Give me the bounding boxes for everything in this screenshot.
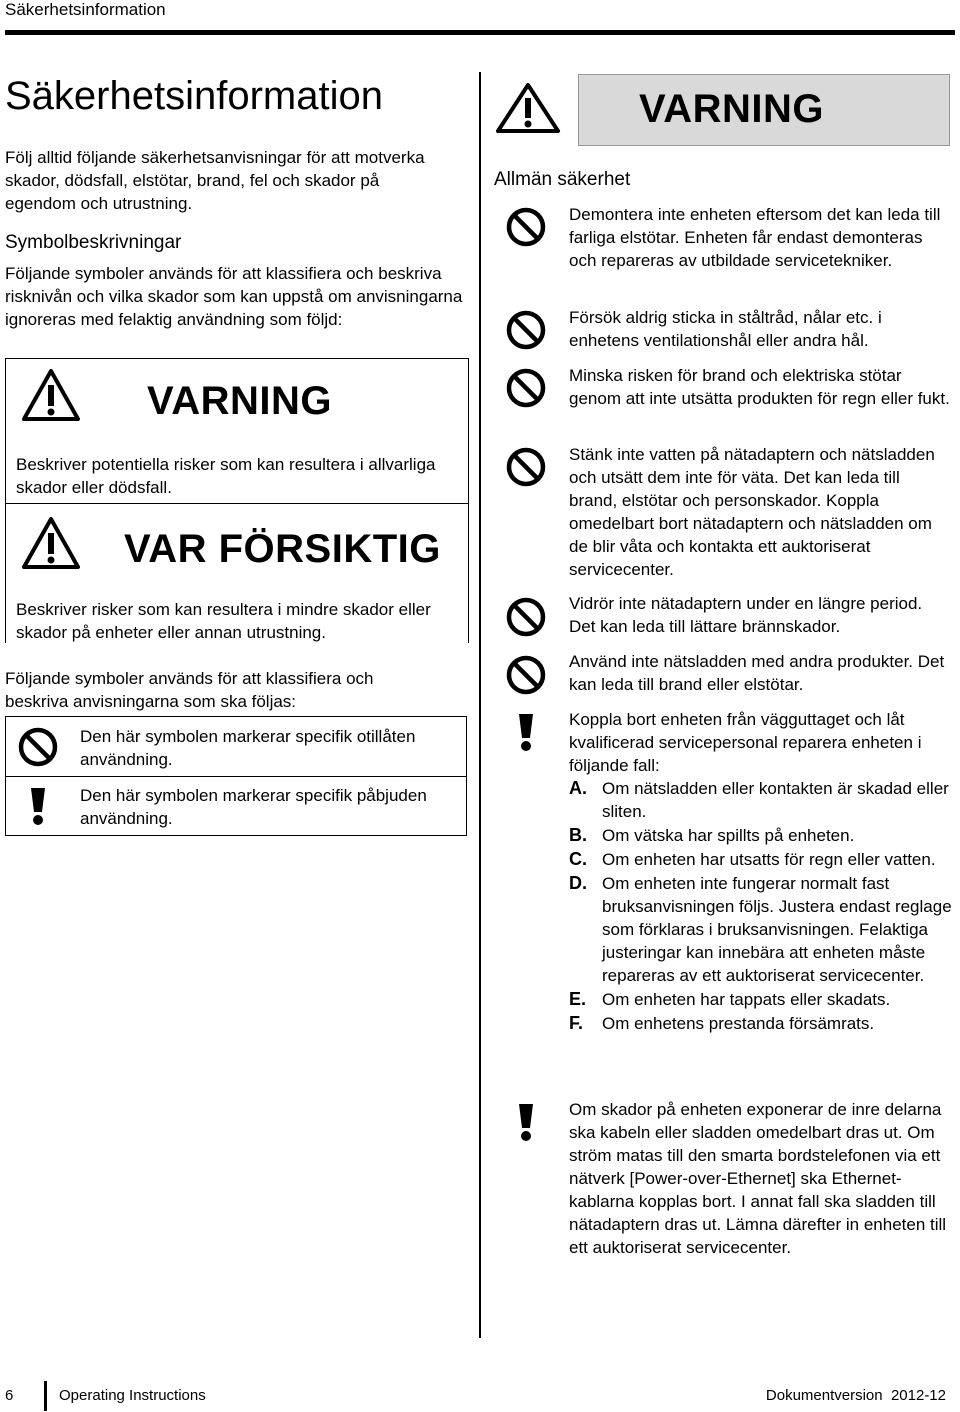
document-title: Operating Instructions bbox=[59, 1387, 206, 1404]
symbol-table bbox=[5, 716, 467, 836]
running-header: Säkerhetsinformation bbox=[5, 0, 166, 19]
service-case bbox=[569, 1012, 952, 1035]
prohibited-icon bbox=[505, 309, 547, 351]
case-letter: B. bbox=[569, 825, 587, 845]
caution-definition-box bbox=[5, 503, 469, 643]
case-letter: E. bbox=[569, 989, 587, 1009]
symbols-intro: Följande symboler används för att klassifiera och beskriva risknivån och vilka skador som kan uppstå om anvisningarna ignoreras med felaktig användning som följd: bbox=[5, 264, 463, 329]
caution-triangle-icon bbox=[20, 515, 82, 571]
symbols-heading: Symbolbeskrivningar bbox=[5, 232, 182, 253]
mandatory-description: Den här symbolen markerar specifik påbjuden användning. bbox=[80, 786, 427, 828]
header-rule bbox=[5, 30, 955, 35]
case-text: Om enheten har utsatts för regn eller vatten. bbox=[602, 850, 936, 869]
safety-item: Stänk inte vatten på nätadaptern och nätsladden och utsätt dem inte för väta. Det kan leda till brand, elstötar och personskador. Koppla omedelbart bort nätadaptern och nätsladden om de blir våta och kontakta ett auktoriserat servicecenter. bbox=[569, 445, 935, 579]
service-case bbox=[569, 777, 952, 823]
case-text: Om enhetens prestanda försämrats. bbox=[602, 1014, 875, 1033]
prohibited-icon bbox=[505, 206, 547, 248]
safety-item: Vidrör inte nätadaptern under en längre period. Det kan leda till lättare brännskador. bbox=[569, 594, 923, 636]
safety-item: Använd inte nätsladden med andra produkter. Det kan leda till brand eller elstötar. bbox=[569, 652, 945, 694]
warning-triangle-icon bbox=[494, 82, 562, 134]
prohibited-icon bbox=[17, 726, 59, 768]
page-number: 6 bbox=[5, 1387, 14, 1404]
safety-item bbox=[569, 708, 952, 1035]
prohibited-icon bbox=[505, 654, 547, 696]
instructions-intro: Följande symboler används för att klassifiera och beskriva anvisningarna som ska följas: bbox=[5, 669, 374, 711]
symbol-row-mandatory bbox=[6, 777, 466, 835]
general-safety-heading: Allmän säkerhet bbox=[494, 169, 631, 190]
caution-label: VAR FÖRSIKTIG bbox=[124, 527, 441, 571]
warning-definition-box bbox=[5, 358, 469, 504]
column-divider bbox=[479, 72, 481, 1338]
prohibited-icon bbox=[505, 446, 547, 488]
service-case bbox=[569, 872, 952, 987]
service-case bbox=[569, 848, 952, 871]
page-title: Säkerhetsinformation bbox=[5, 74, 383, 118]
case-letter: F. bbox=[569, 1013, 584, 1033]
service-cases-list bbox=[569, 777, 952, 1035]
case-letter: A. bbox=[569, 778, 587, 798]
symbol-row-prohibited bbox=[6, 717, 466, 777]
case-text: Om nätsladden eller kontakten är skadad eller sliten. bbox=[602, 779, 949, 821]
safety-item: Minska risken för brand och elektriska stötar genom att inte utsätta produkten för regn eller fukt. bbox=[569, 366, 950, 408]
prohibited-icon bbox=[505, 596, 547, 638]
warning-triangle-icon bbox=[20, 367, 82, 423]
case-letter: D. bbox=[569, 873, 587, 893]
warning-banner-label: VARNING bbox=[639, 87, 824, 131]
case-text: Om enheten inte fungerar normalt fast bruksanvisningen följs. Justera endast reglage som förklaras i bruksanvisningen. Felaktiga justeringar kan innebära att enheten måste repareras av ett auktoriserat servicecenter. bbox=[602, 874, 952, 985]
footer-rule bbox=[44, 1381, 47, 1411]
warning-banner bbox=[578, 74, 950, 146]
safety-item: Demontera inte enheten eftersom det kan leda till farliga elstötar. Enheten får endast demonteras och repareras av utbildade servicetekniker. bbox=[569, 205, 941, 270]
mandatory-exclamation-icon bbox=[508, 712, 544, 752]
warning-label: VARNING bbox=[147, 379, 332, 423]
case-letter: C. bbox=[569, 849, 587, 869]
case-text: Om enheten har tappats eller skadats. bbox=[602, 990, 891, 1009]
service-case bbox=[569, 824, 952, 847]
mandatory-exclamation-icon bbox=[508, 1102, 544, 1142]
document-version: Dokumentversion 2012-12 bbox=[765, 1387, 946, 1404]
caution-description: Beskriver risker som kan resultera i mindre skador eller skador på enheter eller annan utrustning. bbox=[16, 600, 431, 642]
safety-item: Om skador på enheten exponerar de inre delarna ska kabeln eller sladden omedelbart dras ut. Om ström matas till den smarta bordstelefonen via ett nätverk [Power-over-Ethernet] ska Ethernet-kablarna kopplas bort. I annat fall ska sladden till nätadaptern dras ut. Lämna därefter in enheten till ett auktoriserat servicecenter. bbox=[569, 1100, 947, 1257]
intro-paragraph: Följ alltid följande säkerhetsanvisningar för att motverka skador, dödsfall, elstötar, brand, fel och skador på egendom och utrustning. bbox=[5, 148, 425, 213]
case-text: Om vätska har spillts på enheten. bbox=[602, 826, 855, 845]
safety-item: Försök aldrig sticka in ståltråd, nålar etc. i enhetens ventilationshål eller andra hål. bbox=[569, 308, 882, 350]
mandatory-exclamation-icon bbox=[20, 786, 56, 826]
prohibited-icon bbox=[505, 367, 547, 409]
safety-item-intro: Koppla bort enheten från vägguttaget och låt kvalificerad servicepersonal reparera enheten i följande fall: bbox=[569, 710, 922, 775]
service-case bbox=[569, 988, 952, 1011]
warning-description: Beskriver potentiella risker som kan resultera i allvarliga skador eller dödsfall. bbox=[16, 455, 436, 497]
prohibited-description: Den här symbolen markerar specifik otillåten användning. bbox=[80, 727, 416, 769]
